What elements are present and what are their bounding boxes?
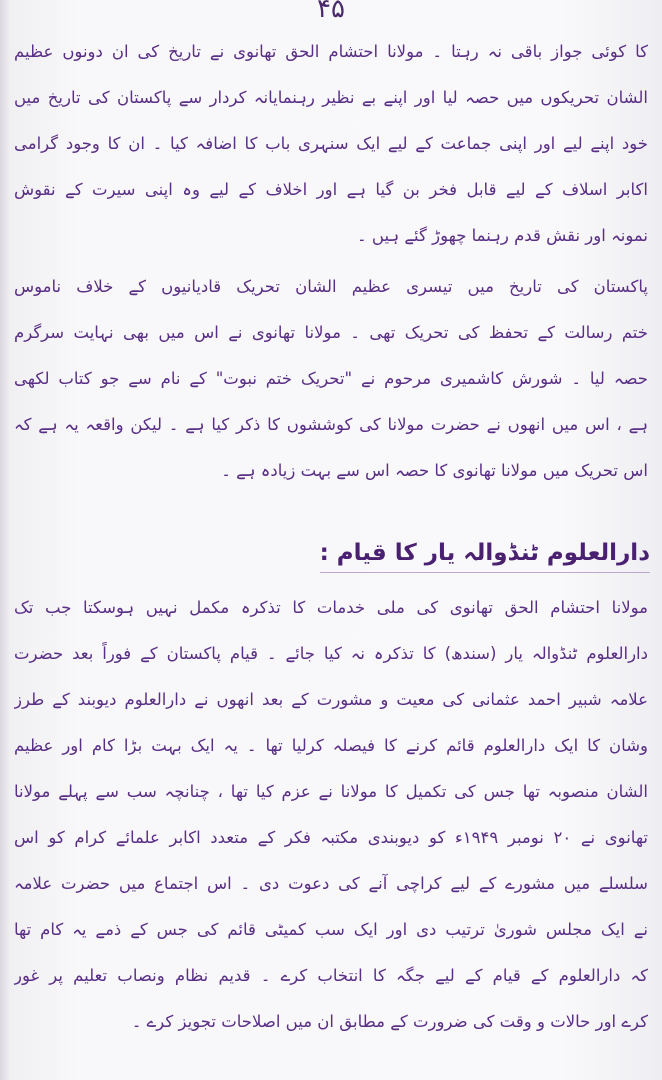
page-number: ۴۵ xyxy=(317,0,345,24)
text-line: تھانوی نے ۲۰ نومبر ۱۹۴۹ء کو دیوبندی مکتبہ فکر کے متعدد اکابر علمائے کرام کو اس xyxy=(14,828,648,847)
text-line: سلسلے میں مشورے کے لیے کراچی آنے کی دعوت دی ۔ اس اجتماع میں حضرت علامہ xyxy=(14,874,648,893)
text-line: ہے ، اس میں انھوں نے حضرت مولانا کی کوششوں کا ذکر کیا ہے ۔ لیکن واقعہ یہ ہے کہ xyxy=(14,415,648,434)
text-line: اس تحریک میں مولانا تھانوی کا حصہ اس سے بہت زیادہ ہے ۔ xyxy=(221,461,648,480)
text-line: نمونہ اور نقش قدم رہنما چھوڑ گئے ہیں ۔ xyxy=(357,226,648,245)
text-line: کہ دارالعلوم کے قیام کے لیے جگہ کا انتخاب کرے ۔ قدیم نظام ونصاب تعلیم پر غور xyxy=(14,966,648,985)
text-line: علامہ شبیر احمد عثمانی کی معیت و مشورت کے بعد انھوں نے دارالعلوم دیوبند کے طرز xyxy=(14,690,648,709)
text-line: دارالعلوم ٹنڈوالہ یار (سندھ) کا تذکرہ نہ کیا جائے ۔ قیام پاکستان کے فوراً بعد حضرت xyxy=(14,644,648,663)
text-line: نے ایک مجلس شوریٰ ترتیب دی اور ایک سب کمیٹی قائم کی جس کے ذمے یہ کام تھا xyxy=(14,920,648,939)
text-line: ختم رسالت کے تحفظ کی تحریک تھی ۔ مولانا تھانوی نے اس میں بھی نہایت سرگرم xyxy=(14,323,648,342)
text-line: خود اپنے لیے اور اپنی جماعت کے لیے ایک سنہری باب کا اضافہ کیا ۔ ان کا وجود گرامی xyxy=(14,134,648,153)
text-line: اکابر اسلاف کے لیے قابل فخر بن گیا ہے اور اخلاف کے لیے وہ اپنی سیرت کے نقوش xyxy=(14,180,648,199)
text-line: حصہ لیا ۔ شورش کاشمیری مرحوم نے "تحریک ختم نبوت" کے نام سے جو کتاب لکھی xyxy=(14,369,648,388)
page-edge-shadow xyxy=(0,0,10,1080)
text-line: الشان تحریکوں میں حصہ لیا اور اپنے بے نظیر رہنمایانہ کردار سے پاکستان کی تاریخ میں xyxy=(14,88,648,107)
text-line: کرے اور حالات و وقت کی ضرورت کے مطابق ان میں اصلاحات تجویز کرے ۔ xyxy=(131,1012,648,1031)
text-line: پاکستان کی تاریخ میں تیسری عظیم الشان تحریک قادیانیوں کے خلاف ناموس xyxy=(14,277,648,296)
text-line: مولانا احتشام الحق تھانوی کی ملی خدمات کا تذکرہ مکمل نہیں ہوسکتا جب تک xyxy=(14,598,648,617)
text-line: الشان منصوبہ تھا جس کی تکمیل کا مولانا نے عزم کیا تھا ، چنانچہ سب سے پہلے مولانا xyxy=(14,782,648,801)
heading-underline xyxy=(320,572,650,573)
text-line: وشان کا ایک دارالعلوم قائم کرنے کا فیصلہ کرلیا تھا ۔ یہ ایک بہت بڑا کام اور عظیم xyxy=(14,736,648,755)
text-line: کا کوئی جواز باقی نہ رہتا ۔ مولانا احتشام الحق تھانوی نے تاریخ کی ان دونوں عظیم xyxy=(14,42,648,61)
section-heading: دارالعلوم ٹنڈوالہ یار کا قیام : xyxy=(319,540,650,566)
